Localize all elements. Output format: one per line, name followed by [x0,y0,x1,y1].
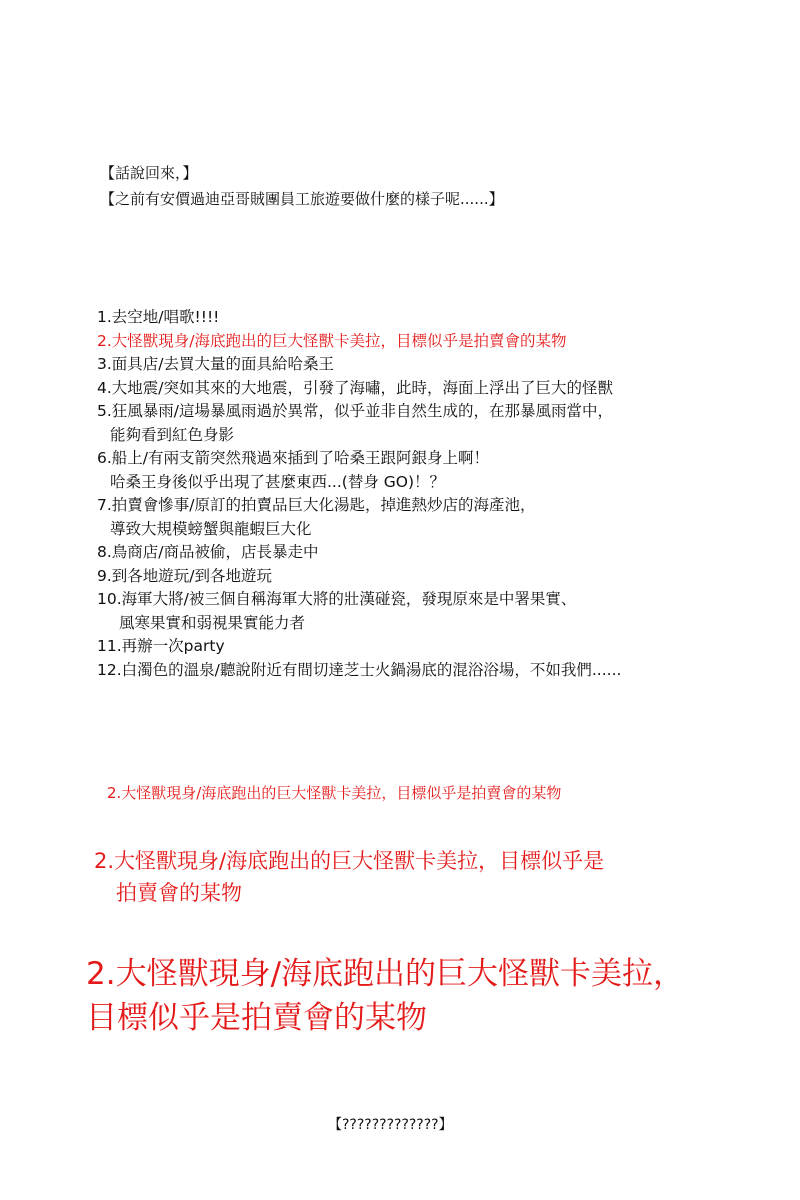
intro-block [100,160,504,212]
option-text: 8.鳥商店/商品被偷，店長暴走中 [97,543,319,561]
option-text: 5.狂風暴雨/這場暴風雨過於異常，似乎並非自然生成的，在那暴風雨當中， [97,402,614,420]
option-text-continued: 風寒果實和弱視果實能力者 [119,613,306,632]
option-text: 7.拍賣會慘事/原訂的拍賣品巨大化湯匙，掉進熱炒店的海產池， [97,496,536,514]
option-text: 4.大地震/突如其來的大地震，引發了海嘯，此時，海面上浮出了巨大的怪獸 [97,378,614,397]
option-text: 12.白濁色的溫泉/聽說附近有間切達芝士火鍋湯底的混浴浴場，不如我們...... [97,660,622,679]
result-echo-medium [94,845,734,909]
option-12 [97,659,757,683]
result-echo-line: 2.大怪獸現身/海底跑出的巨大怪獸卡美拉，目標似乎是 [94,849,605,873]
option-text: 3.面具店/去買大量的面具給哈桑王 [97,355,335,373]
result-echo-line: 目標似乎是拍賣會的某物 [86,1000,427,1036]
result-echo-line: 拍賣會的某物 [116,881,242,905]
options-list [97,306,757,682]
option-8 [97,541,757,565]
option-11 [97,635,757,659]
intro-line: 【話說回來，】 [100,164,198,182]
option-7 [97,494,757,541]
option-text: 9.到各地遊玩/到各地遊玩 [97,566,273,585]
option-2-highlighted [97,330,757,354]
intro-line: 【之前有安價過迪亞哥賊團員工旅遊要做什麼的樣子呢......】 [100,190,504,208]
option-text-continued: 哈桑王身後似乎出現了甚麼東西...(替身 GO)！？ [110,472,446,491]
option-3 [97,353,757,377]
result-echo-line: 2.大怪獸現身/海底跑出的巨大怪獸卡美拉， [86,956,685,992]
option-10 [97,588,757,635]
option-5 [97,400,757,447]
option-text: 11.再辦一次party [97,637,225,655]
option-4 [97,377,757,401]
option-1 [97,306,757,330]
option-text: 1.去空地/唱歌!!!! [97,308,220,326]
option-6 [97,447,757,494]
option-text: 10.海軍大將/被三個自稱海軍大將的壯漢碰瓷，發現原來是中署果實、 [97,590,577,608]
option-text: 2.大怪獸現身/海底跑出的巨大怪獸卡美拉，目標似乎是拍賣會的某物 [97,331,567,350]
option-text-continued: 導致大規模螃蟹與龍蝦巨大化 [110,519,312,538]
option-text-continued: 能夠看到紅色身影 [110,425,235,444]
footer-hidden-text: 【?????????????】 [328,1117,453,1133]
result-echo-large [86,952,746,1040]
result-echo-small: 2.大怪獸現身/海底跑出的巨大怪獸卡美拉，目標似乎是拍賣會的某物 [107,784,562,802]
option-text: 6.船上/有兩支箭突然飛過來插到了哈桑王跟阿銀身上啊！ [97,449,490,467]
option-9 [97,565,757,589]
